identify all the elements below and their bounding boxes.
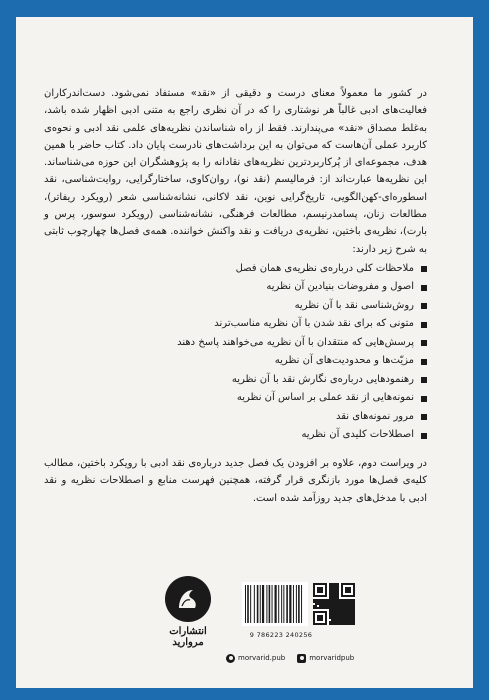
website-link[interactable]: morvarid.pub (226, 654, 285, 663)
publisher-name: انتشارات مروارید (169, 626, 207, 648)
publisher-logo (153, 576, 223, 648)
isbn-number: 9 786223 240256 (249, 631, 313, 639)
edition-note-paragraph: در ویراست دوم، علاوه بر افزودن یک فصل جدید درباره‌ی نقد ادبی با رویکرد باختین، مطالب کلیه‌ی فصل‌ها مورد بازنگری قرار گرفته، همچنین فهرست منابع و اصطلاحات نظریه و نقد ادبی با مدخل‌های جدید روزآمد شده است. (44, 457, 427, 504)
list-item: نمونه‌هایی از نقد عملی بر اساس آن نظریه (44, 389, 427, 408)
bullet-icon (421, 340, 427, 346)
bullet-icon (421, 377, 427, 383)
web-icon (226, 654, 235, 663)
bullet-icon (421, 322, 427, 328)
footer (16, 576, 473, 688)
bullet-icon (421, 433, 427, 439)
bullet-icon (421, 414, 427, 420)
list-item: اصطلاحات کلیدی آن نظریه (44, 426, 427, 445)
instagram-icon (297, 654, 306, 663)
bullet-icon (421, 285, 427, 291)
back-cover-panel (16, 17, 473, 688)
bullet-icon (421, 303, 427, 309)
list-item: اصول و مفروضات بنیادین آن نظریه (44, 278, 427, 297)
bullet-icon (421, 266, 427, 272)
list-item: مزیّت‌ها و محدودیت‌های آن نظریه (44, 352, 427, 371)
intro-paragraph: در کشور ما معمولاً معنای درست و دقیقی از «نقد» مستفاد نمی‌شود. دست‌اندرکاران فعالیت‌های ادبی غالباً هر نوشتاری را که در آن نظری راجع به متنی ادبی اظهار شده باشد، به‌غلط مصداق «نقد» می‌پندارند. فقط از راه شناساندن نظریه‌های علمی نقد ادبی و نحوه‌ی کاربرد عملی آن‌هاست که می‌توان به این برداشت‌های نادرست پایان داد. کتاب حاضر با همین هدف، مجموعه‌ای از پُرکاربردترین نظریه‌های نقادانه را به پژوهشگران این حوزه می‌شناساند. این نظریه‌ها عبارت‌اند از: فرمالیسم (نقد نو)، روان‌کاوی، ساختارگرایی، روایت‌شناسی، نقد اسطوره‌ای-کهن‌الگویی، تاریخ‌گرایی نوین، نقد لاکانی، نشانه‌شناسی شعر (رویکرد ریفاتر)، مطالعات زنان، پسامدرنیسم، مطالعات فرهنگی، نشانه‌شناسی (رویکرد سوسور، پرس و بارت)، نظریه‌ی باختین، نظریه‌ی دریافت و نقد واکنش خواننده. همه‌ی فصل‌ها چهارچوب ثابتی به شرح زیر دارند: (44, 88, 427, 255)
list-item: ملاحظات کلی درباره‌ی نظریه‌ی همان فصل (44, 260, 427, 279)
list-item: رهنمودهایی درباره‌ی نگارش نقد با آن نظریه (44, 371, 427, 390)
barcode-icon (242, 582, 308, 626)
chapter-structure-list (44, 260, 427, 445)
list-item: روش‌شناسی نقد با آن نظریه (44, 297, 427, 316)
instagram-link[interactable]: morvaridpub (297, 654, 354, 663)
peacock-logo-icon (165, 576, 211, 622)
social-links (226, 651, 426, 665)
qr-code-icon (313, 583, 355, 625)
list-item: پرسش‌هایی که منتقدان با آن نظریه می‌خواهند پاسخ دهند (44, 334, 427, 353)
list-item: متونی که برای نقد شدن با آن نظریه مناسب‌ترند (44, 315, 427, 334)
bullet-icon (421, 359, 427, 365)
list-item: مرور نمونه‌های نقد (44, 408, 427, 427)
bullet-icon (421, 396, 427, 402)
isbn-barcode (242, 582, 320, 639)
